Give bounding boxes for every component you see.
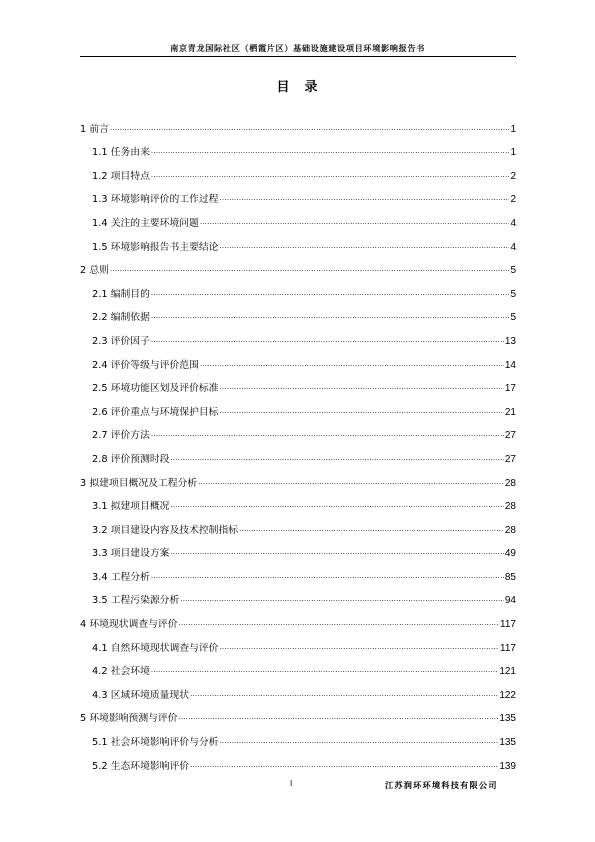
toc-entry[interactable] xyxy=(80,254,516,278)
toc-entry[interactable] xyxy=(80,159,516,183)
toc-entry[interactable] xyxy=(80,419,516,443)
toc-entry-label: 2.7 评价方法 xyxy=(92,430,150,442)
toc-entry[interactable] xyxy=(80,230,516,254)
toc-entry-label: 1.3 环境影响评价的工作过程 xyxy=(92,194,219,206)
toc-entry-page: 4 xyxy=(510,217,516,229)
toc-entry-page: 117 xyxy=(500,619,516,631)
toc-entry[interactable] xyxy=(80,395,516,419)
toc-entry-page: 1 xyxy=(510,147,516,159)
toc-entry-page: 135 xyxy=(499,737,516,749)
toc-entry-label: 3.3 项目建设方案 xyxy=(92,548,170,560)
toc-entry-label: 2.6 评价重点与环境保护目标 xyxy=(92,406,219,418)
toc-entry-page: 117 xyxy=(500,642,516,654)
toc-entry[interactable] xyxy=(80,277,516,301)
toc-entry[interactable] xyxy=(80,490,516,514)
toc-entry-label: 2.2 编制依据 xyxy=(92,312,150,324)
toc-entry[interactable] xyxy=(80,702,516,726)
toc-entry-label: 3.5 工程污染源分析 xyxy=(92,595,180,607)
toc-dot-leader xyxy=(110,122,509,134)
toc-entry-page: 2 xyxy=(510,194,516,206)
toc-entry-label: 2.8 评价预测时段 xyxy=(92,453,170,465)
toc-dot-leader xyxy=(170,452,503,464)
toc-entry[interactable] xyxy=(80,136,516,160)
toc-entry-page: 2 xyxy=(510,170,516,182)
toc-entry-page: 21 xyxy=(504,406,516,418)
toc-entry[interactable] xyxy=(80,584,516,608)
toc-entry-page: 85 xyxy=(504,571,516,583)
toc-dot-leader xyxy=(180,593,504,605)
toc-entry-page: 139 xyxy=(499,760,516,772)
toc-entry[interactable] xyxy=(80,725,516,749)
toc-entry-page: 135 xyxy=(499,713,516,725)
toc-entry-page: 49 xyxy=(504,548,516,560)
toc-entry-page: 1 xyxy=(510,123,516,135)
toc-entry-page: 28 xyxy=(504,477,516,489)
toc-dot-leader xyxy=(170,546,503,558)
toc-entry-page: 28 xyxy=(504,501,516,513)
toc-entry[interactable] xyxy=(80,466,516,490)
toc-entry-page: 17 xyxy=(504,383,516,395)
toc-entry-label: 3.2 项目建设内容及技术控制指标 xyxy=(92,524,239,536)
toc-entry-label: 4.3 区域环境质量现状 xyxy=(92,689,190,701)
toc-dot-leader xyxy=(151,169,510,181)
toc-entry[interactable] xyxy=(80,442,516,466)
toc-entry[interactable] xyxy=(80,301,516,325)
toc-entry-label: 2.1 编制目的 xyxy=(92,288,150,300)
toc-dot-leader xyxy=(190,688,498,700)
toc-entry-page: 28 xyxy=(504,524,516,536)
toc-dot-leader xyxy=(110,263,509,275)
toc-entry-label: 5.1 社会环境影响评价与分析 xyxy=(92,737,219,749)
toc-dot-leader xyxy=(219,641,499,653)
toc-entry-page: 13 xyxy=(504,335,516,347)
toc-entry-label: 5 环境影响预测与评价 xyxy=(80,713,178,725)
toc-entry-label: 2 总则 xyxy=(80,265,109,277)
toc-entry-label: 2.3 评价因子 xyxy=(92,335,150,347)
toc-dot-leader xyxy=(151,428,504,440)
toc-entry-label: 3.1 拟建项目概况 xyxy=(92,501,170,513)
toc-dot-leader xyxy=(219,192,509,204)
running-header: 南京青龙国际社区（栖霞片区）基础设施建设项目环境影响报告书 xyxy=(170,43,425,53)
toc-dot-leader xyxy=(239,523,504,535)
toc-dot-leader xyxy=(219,405,503,417)
toc-dot-leader xyxy=(179,617,500,629)
toc-dot-leader xyxy=(190,759,498,771)
toc-entry-label: 1.4 关注的主要环境问题 xyxy=(92,217,199,229)
toc-dot-leader xyxy=(198,476,504,488)
toc-entry[interactable] xyxy=(80,537,516,561)
toc-entry[interactable] xyxy=(80,183,516,207)
toc-dot-leader xyxy=(151,310,510,322)
toc-entry-label: 4.1 自然环境现状调查与评价 xyxy=(92,642,219,654)
toc-entry-label: 2.4 评价等级与评价范围 xyxy=(92,359,199,371)
toc-dot-leader xyxy=(219,381,503,393)
toc-dot-leader xyxy=(219,735,498,747)
toc-entry[interactable] xyxy=(80,678,516,702)
toc-entry-page: 14 xyxy=(504,359,516,371)
toc-dot-leader xyxy=(151,664,498,676)
toc-dot-leader xyxy=(151,145,510,157)
toc-entry-label: 3.4 工程分析 xyxy=(92,571,150,583)
toc-dot-leader xyxy=(219,240,509,252)
toc-entry-label: 4.2 社会环境 xyxy=(92,666,150,678)
footer-company: 江苏润环环境科技有限公司 xyxy=(385,780,498,790)
toc-entry[interactable] xyxy=(80,749,516,773)
toc-entry-label: 1.1 任务由来 xyxy=(92,147,150,159)
footer-page-number: I xyxy=(290,779,293,788)
toc-entry-label: 4 环境现状调查与评价 xyxy=(80,619,178,631)
toc-entry-page: 27 xyxy=(504,453,516,465)
toc-entry[interactable] xyxy=(80,513,516,537)
toc-entry-page: 121 xyxy=(499,666,516,678)
toc-entry-label: 5.2 生态环境影响评价 xyxy=(92,760,190,772)
toc-heading: 目 录 xyxy=(276,80,319,95)
toc-entry-page: 5 xyxy=(510,312,516,324)
toc-entry[interactable] xyxy=(80,655,516,679)
toc-entry-page: 94 xyxy=(504,595,516,607)
toc-entry-page: 5 xyxy=(510,288,516,300)
toc-dot-leader xyxy=(200,216,510,228)
toc-dot-leader xyxy=(200,358,504,370)
toc-dot-leader xyxy=(151,570,504,582)
toc-entry-page: 5 xyxy=(510,265,516,277)
toc-entry-label: 2.5 环境功能区划及评价标准 xyxy=(92,383,219,395)
toc-entry[interactable] xyxy=(80,112,516,136)
toc-entry[interactable] xyxy=(80,631,516,655)
toc-entry[interactable] xyxy=(80,560,516,584)
toc-dot-leader xyxy=(151,287,510,299)
toc-dot-leader xyxy=(179,711,499,723)
toc-entry-page: 4 xyxy=(510,241,516,253)
toc-dot-leader xyxy=(151,334,504,346)
toc-entry-label: 1.5 环境影响报告书主要结论 xyxy=(92,241,219,253)
toc-entry[interactable] xyxy=(80,348,516,372)
toc-entry-label: 1.2 项目特点 xyxy=(92,170,150,182)
table-of-contents xyxy=(80,112,516,773)
toc-dot-leader xyxy=(170,499,503,511)
toc-entry-page: 27 xyxy=(504,430,516,442)
toc-entry[interactable] xyxy=(80,607,516,631)
toc-entry[interactable] xyxy=(80,372,516,396)
toc-entry-page: 122 xyxy=(499,689,516,701)
header-rule xyxy=(80,56,516,57)
toc-entry[interactable] xyxy=(80,324,516,348)
toc-entry-label: 1 前言 xyxy=(80,123,109,135)
toc-entry-label: 3 拟建项目概况及工程分析 xyxy=(80,477,198,489)
toc-entry[interactable] xyxy=(80,206,516,230)
